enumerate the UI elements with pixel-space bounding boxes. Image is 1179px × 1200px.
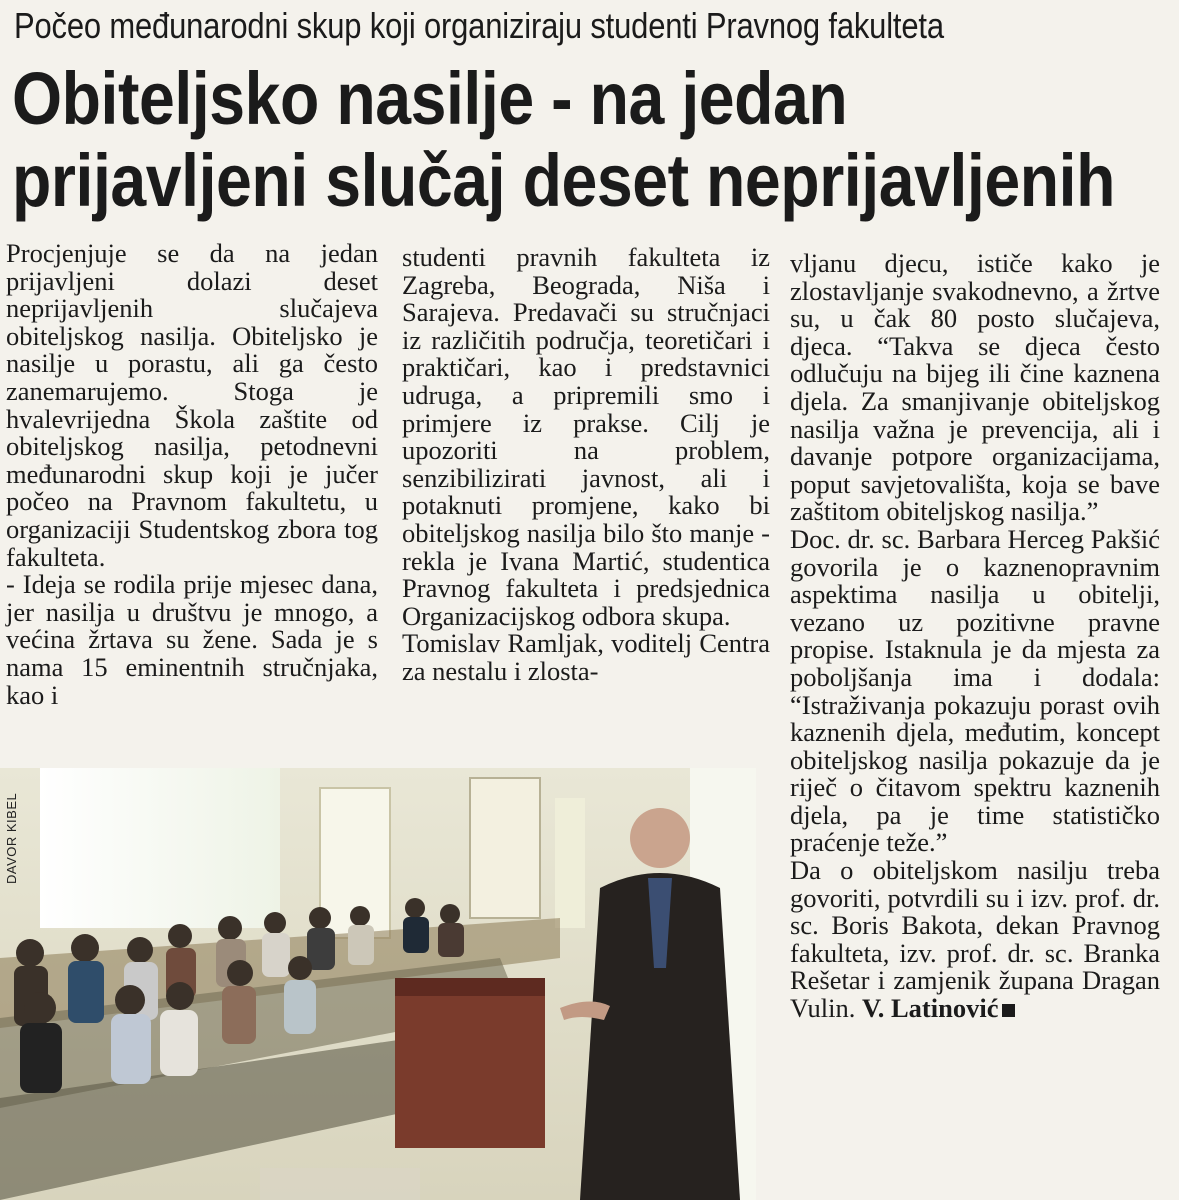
col1-paragraph-2: - Ideja se rodila prije mjesec dana, jer nasilja u društvu je mnogo, a većina žrtava su žene. Sada je s nama 15 eminentnih stručnjaka, kao i [6,569,378,710]
lecture-photo-illustration [0,768,756,1200]
col3-paragraph-2: Doc. dr. sc. Barbara Herceg Pakšić govorila je o kaznenopravnim aspektima nasilja u obitelji, vezano uz pozitivne pravne propise. Istaknula je da mjesta za poboljšanja ima i dodala: “Istraživanja pokazuju porast ovih kaznenih djela, međutim, koncept obiteljskog nasilja pokazuje da je riječ o čitavom spektru kaznenih djela, pa je time statističko praćenje teže.” [790,523,1160,858]
col3-paragraph-3-text: Da o obiteljskom nasilju treba govoriti, potvrdili su i izv. prof. dr. sc. Boris Bakota, dekan Pravnog fakulteta, izv. prof. dr. sc. Branka Rešetar i zamjenik župana Dragan Vulin. [790,855,1160,1024]
col1-paragraph-1: Procjenjuje se da na jedan prijavljeni dolazi deset neprijavljenih slučajeva obiteljskog nasilja. Obiteljsko je nasilje u porastu, ali ga često zanemarujemo. Stoga je hvalevrijedna Škola zaštite od obiteljskog nasilja, petodnevni međunarodni skup koji je jučer počeo na Pravnom fakultetu, u organizaciji Studentskog zbora tog fakulteta. [6,238,378,572]
door [470,778,540,918]
col3-paragraph-3 [790,857,1160,1023]
headline-line-2: prijavljeni slučaj deset neprijavljenih [12,139,1115,222]
article-kicker: Počeo međunarodni skup koji organiziraju studenti Pravnog fakulteta [14,5,944,46]
article-headline [12,57,1115,222]
col2-paragraph-1: studenti pravnih fakulteta iz Zagreba, Beograda, Niša i Sarajeva. Predavači su stručnjaci iz različitih područja, teoretičari i praktičari, kao i predstavnici udruga, a pripremili smo i primjere iz prakse. Cilj je upozoriti na problem, senzibilizirati javnost, ali i potaknuti promjene, kako bi obiteljskog nasilja bilo što manje - rekla je Ivana Martić, studentica Pravnog fakulteta i predsjednica Organizacijskog odbora skupa. [402,242,770,631]
lecture-photo [0,768,756,1200]
wall-panel [555,798,585,928]
column-1 [6,240,378,709]
col2-paragraph-2: Tomislav Ramljak, voditelj Centra za nestalu i zlosta- [402,628,770,686]
window-left [40,768,280,928]
column-3 [790,250,1160,1023]
end-square-icon [1002,1004,1015,1017]
floor-paper [260,1168,420,1200]
photo-credit: DAVOR KIBEL [4,792,19,884]
headline-line-1: Obiteljsko nasilje - na jedan [12,57,848,140]
lectern [395,978,545,1148]
column-2 [402,244,770,686]
byline: V. Latinović [862,993,999,1024]
col3-paragraph-1: vljanu djecu, ističe kako je zlostavljanje svakodnevno, a žrtve su, u čak 80 posto slučajeva, djeca. “Takva se djeca često odlučuju na bijeg ili čine kaznena djela. Za smanjivanje obiteljskog nasilja važna je prevencija, ali i davanje potpore organizacijama, poput savjetovališta, koja se bave zaštitom obiteljskog nasilja.” [790,248,1160,527]
lectern-top [395,978,545,996]
